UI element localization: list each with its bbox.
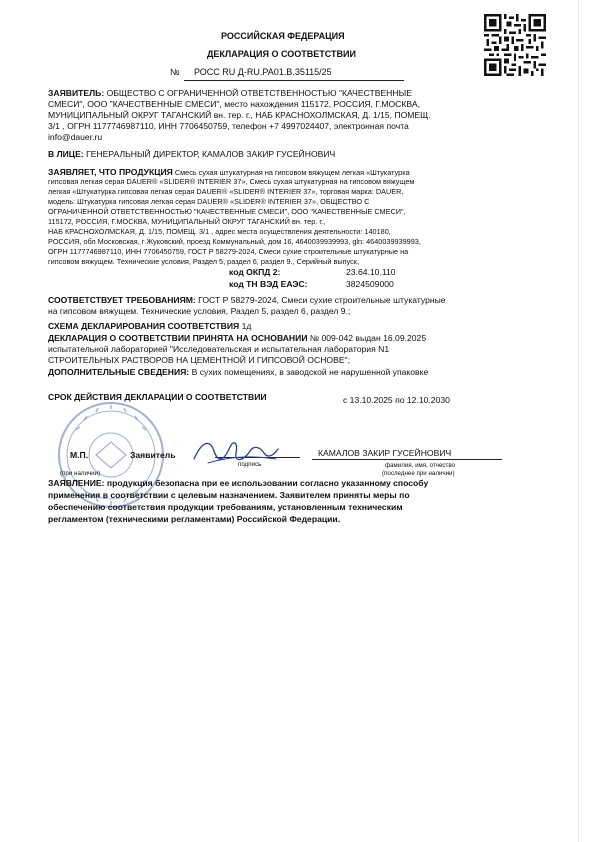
product-line-4: модель: Штукатурка гипсовая легкая серая DAUER® «SLIDER® INTERIER 37», ОБЩЕСТВО С [48,197,370,206]
if-any-caption: (при наличии) [60,470,101,477]
okpd-value: 23.64.10.110 [346,267,396,277]
requirements-line-2: на гипсовом вяжущем. Технические условия, Раздел 5, раздел 6, раздел 9.; [48,306,351,316]
applicant-line-3: МУНИЦИПАЛЬНЫЙ ОКРУГ ТАГАНСКИЙ вн. тер. г., НАБ КРАСНОХОЛМСКАЯ, Д. 1/15, ПОМЕЩ. [48,110,431,120]
basis-line-3: СТРОИТЕЛЬНЫХ РАСТВОРОВ НА ЦЕМЕНТНОЙ И ГИПСОВОЙ ОСНОВЕ"; [48,355,350,365]
scheme-line [48,321,251,332]
okpd-label: код ОКПД 2: [229,267,281,277]
tnved-label: код ТН ВЭД ЕАЭС: [229,279,308,289]
fio-caption-1: фамилия, имя, отчество [385,462,455,469]
statement-line-1: ЗАЯВЛЕНИЕ: продукция безопасна при ее использовании согласно указанному способу [48,478,429,488]
basis-line-1 [48,333,426,344]
declaration-number: РОСС RU Д-RU.РА01.В.35115/25 [194,67,332,77]
fio-caption-2: (последнее при наличии) [382,470,455,477]
extra-value: В сухих помещениях, в заводской не нарушенной упаковке [191,367,429,377]
product-text-1: Смесь сухая штукатурная на гипсовом вяжущем легкая «Штукатурка [174,168,410,177]
applicant-line-5: info@dauer.ru [48,132,103,142]
validity-value: с 13.10.2025 по 12.10.2030 [343,395,450,405]
person-label: В ЛИЦЕ: [48,149,84,159]
basis-text-1: № 009-042 выдан 16.09.2025 [309,333,427,343]
product-line-6: 115172, РОССИЯ, Г.МОСКВА, МУНИЦИПАЛЬНЫЙ ОКРУГ ТАГАНСКИЙ вн. тер. г., [48,217,326,226]
applicant-line-2: СМЕСИ", ООО "КАЧЕСТВЕННЫЕ СМЕСИ", место нахождения 115172, РОССИЯ, Г.МОСКВА, [48,99,420,109]
person-line [48,149,335,160]
name-line [312,459,502,460]
signature-caption: подпись [238,461,262,468]
basis-line-2: испытательной лабораторией "Исследовательская и испытательная лаборатория N1 [48,344,390,354]
number-label: № [170,67,180,77]
person-value: ГЕНЕРАЛЬНЫЙ ДИРЕКТОР, КАМАЛОВ ЗАКИР ГУСЕЙНОВИЧ [86,149,336,159]
page-edge-line [578,0,579,842]
statement-line-3: обеспечению соответствия продукции требованиям, установленным техническим [48,502,403,512]
product-line-8: РОССИЯ, обл Московская, г Жуковский, проезд Коммунальный, дом 16, 4640039939993, gln: 4640039939993, [48,237,421,246]
applicant-line-1 [48,88,412,99]
validity-label: СРОК ДЕЙСТВИЯ ДЕКЛАРАЦИИ О СООТВЕТСТВИИ [48,392,267,402]
requirements-line-1 [48,295,446,306]
product-line-7: НАБ КРАСНОХОЛМСКАЯ, Д. 1/15, ПОМЕЩ. 3/1 , адрес места осуществления деятельности: 140180, [48,227,391,236]
signatory-name: КАМАЛОВ ЗАКИР ГУСЕЙНОВИЧ [318,448,452,458]
statement-line-4: регламентом (техническими регламентами) Российской Федерации. [48,514,341,524]
applicant-label: ЗАЯВИТЕЛЬ: [48,88,105,98]
product-line-9: ОГРН 1177746987110, ИНН 7706450759, ГОСТ Р 58279-2024, Смеси сухие строительные штукатурные на [48,247,409,256]
basis-label: ДЕКЛАРАЦИЯ О СООТВЕТСТВИИ ПРИНЯТА НА ОСНОВАНИИ [48,333,308,343]
requirements-label: СООТВЕТСТВУЕТ ТРЕБОВАНИЯМ: [48,295,196,305]
document-title: ДЕКЛАРАЦИЯ О СООТВЕТСТВИИ [207,49,356,59]
scheme-value: 1д [241,321,252,331]
extra-line [48,367,428,378]
tnved-value: 3824509000 [346,279,394,289]
qr-code-icon [484,14,546,76]
country-title: РОССИЙСКАЯ ФЕДЕРАЦИЯ [221,31,345,41]
extra-label: ДОПОЛНИТЕЛЬНЫЕ СВЕДЕНИЯ: [48,367,190,377]
product-line-3: легкая «Штукатурка гипсовая легкая серая DAUER® «SLIDER® INTERIER 37», торговая марка: DAUER, [48,187,404,196]
product-line-5: ОГРАНИЧЕННОЙ ОТВЕТСТВЕННОСТЬЮ "КАЧЕСТВЕННЫЕ СМЕСИ", ООО "КАЧЕСТВЕННЫЕ СМЕСИ", [48,207,406,216]
handwritten-signature-icon [188,433,283,473]
product-line-2: гипсовая легкая серая DAUER® «SLIDER® INTERIER 37», Смесь сухая штукатурная на гипсовом вяжущем [48,177,415,186]
number-underline [184,80,404,81]
applicant-text-1: ОБЩЕСТВО С ОГРАНИЧЕННОЙ ОТВЕТСТВЕННОСТЬЮ "КАЧЕСТВЕННЫЕ [106,88,412,98]
scheme-label: СХЕМА ДЕКЛАРИРОВАНИЯ СООТВЕТСТВИЯ [48,321,240,331]
product-label: ЗАЯВЛЯЕТ, ЧТО ПРОДУКЦИЯ [48,167,173,177]
statement-line-2: применения в соответствии с целевым назначением. Заявителем приняты меры по [48,490,410,500]
applicant-line-4: 3/1 , ОГРН 1177746987110, ИНН 7706450759, телефон +7 4997024407, электронная почта [48,121,409,131]
requirements-text-1: ГОСТ Р 58279-2024, Смеси сухие строительные штукатурные [198,295,446,305]
applicant-sign-label: Заявитель [130,450,176,460]
product-line-10: гипсовом вяжущем. Технические условия, Раздел 5, раздел 6, раздел 9., Серийный выпуск, [48,257,360,266]
mp-label: М.П. [70,450,89,460]
